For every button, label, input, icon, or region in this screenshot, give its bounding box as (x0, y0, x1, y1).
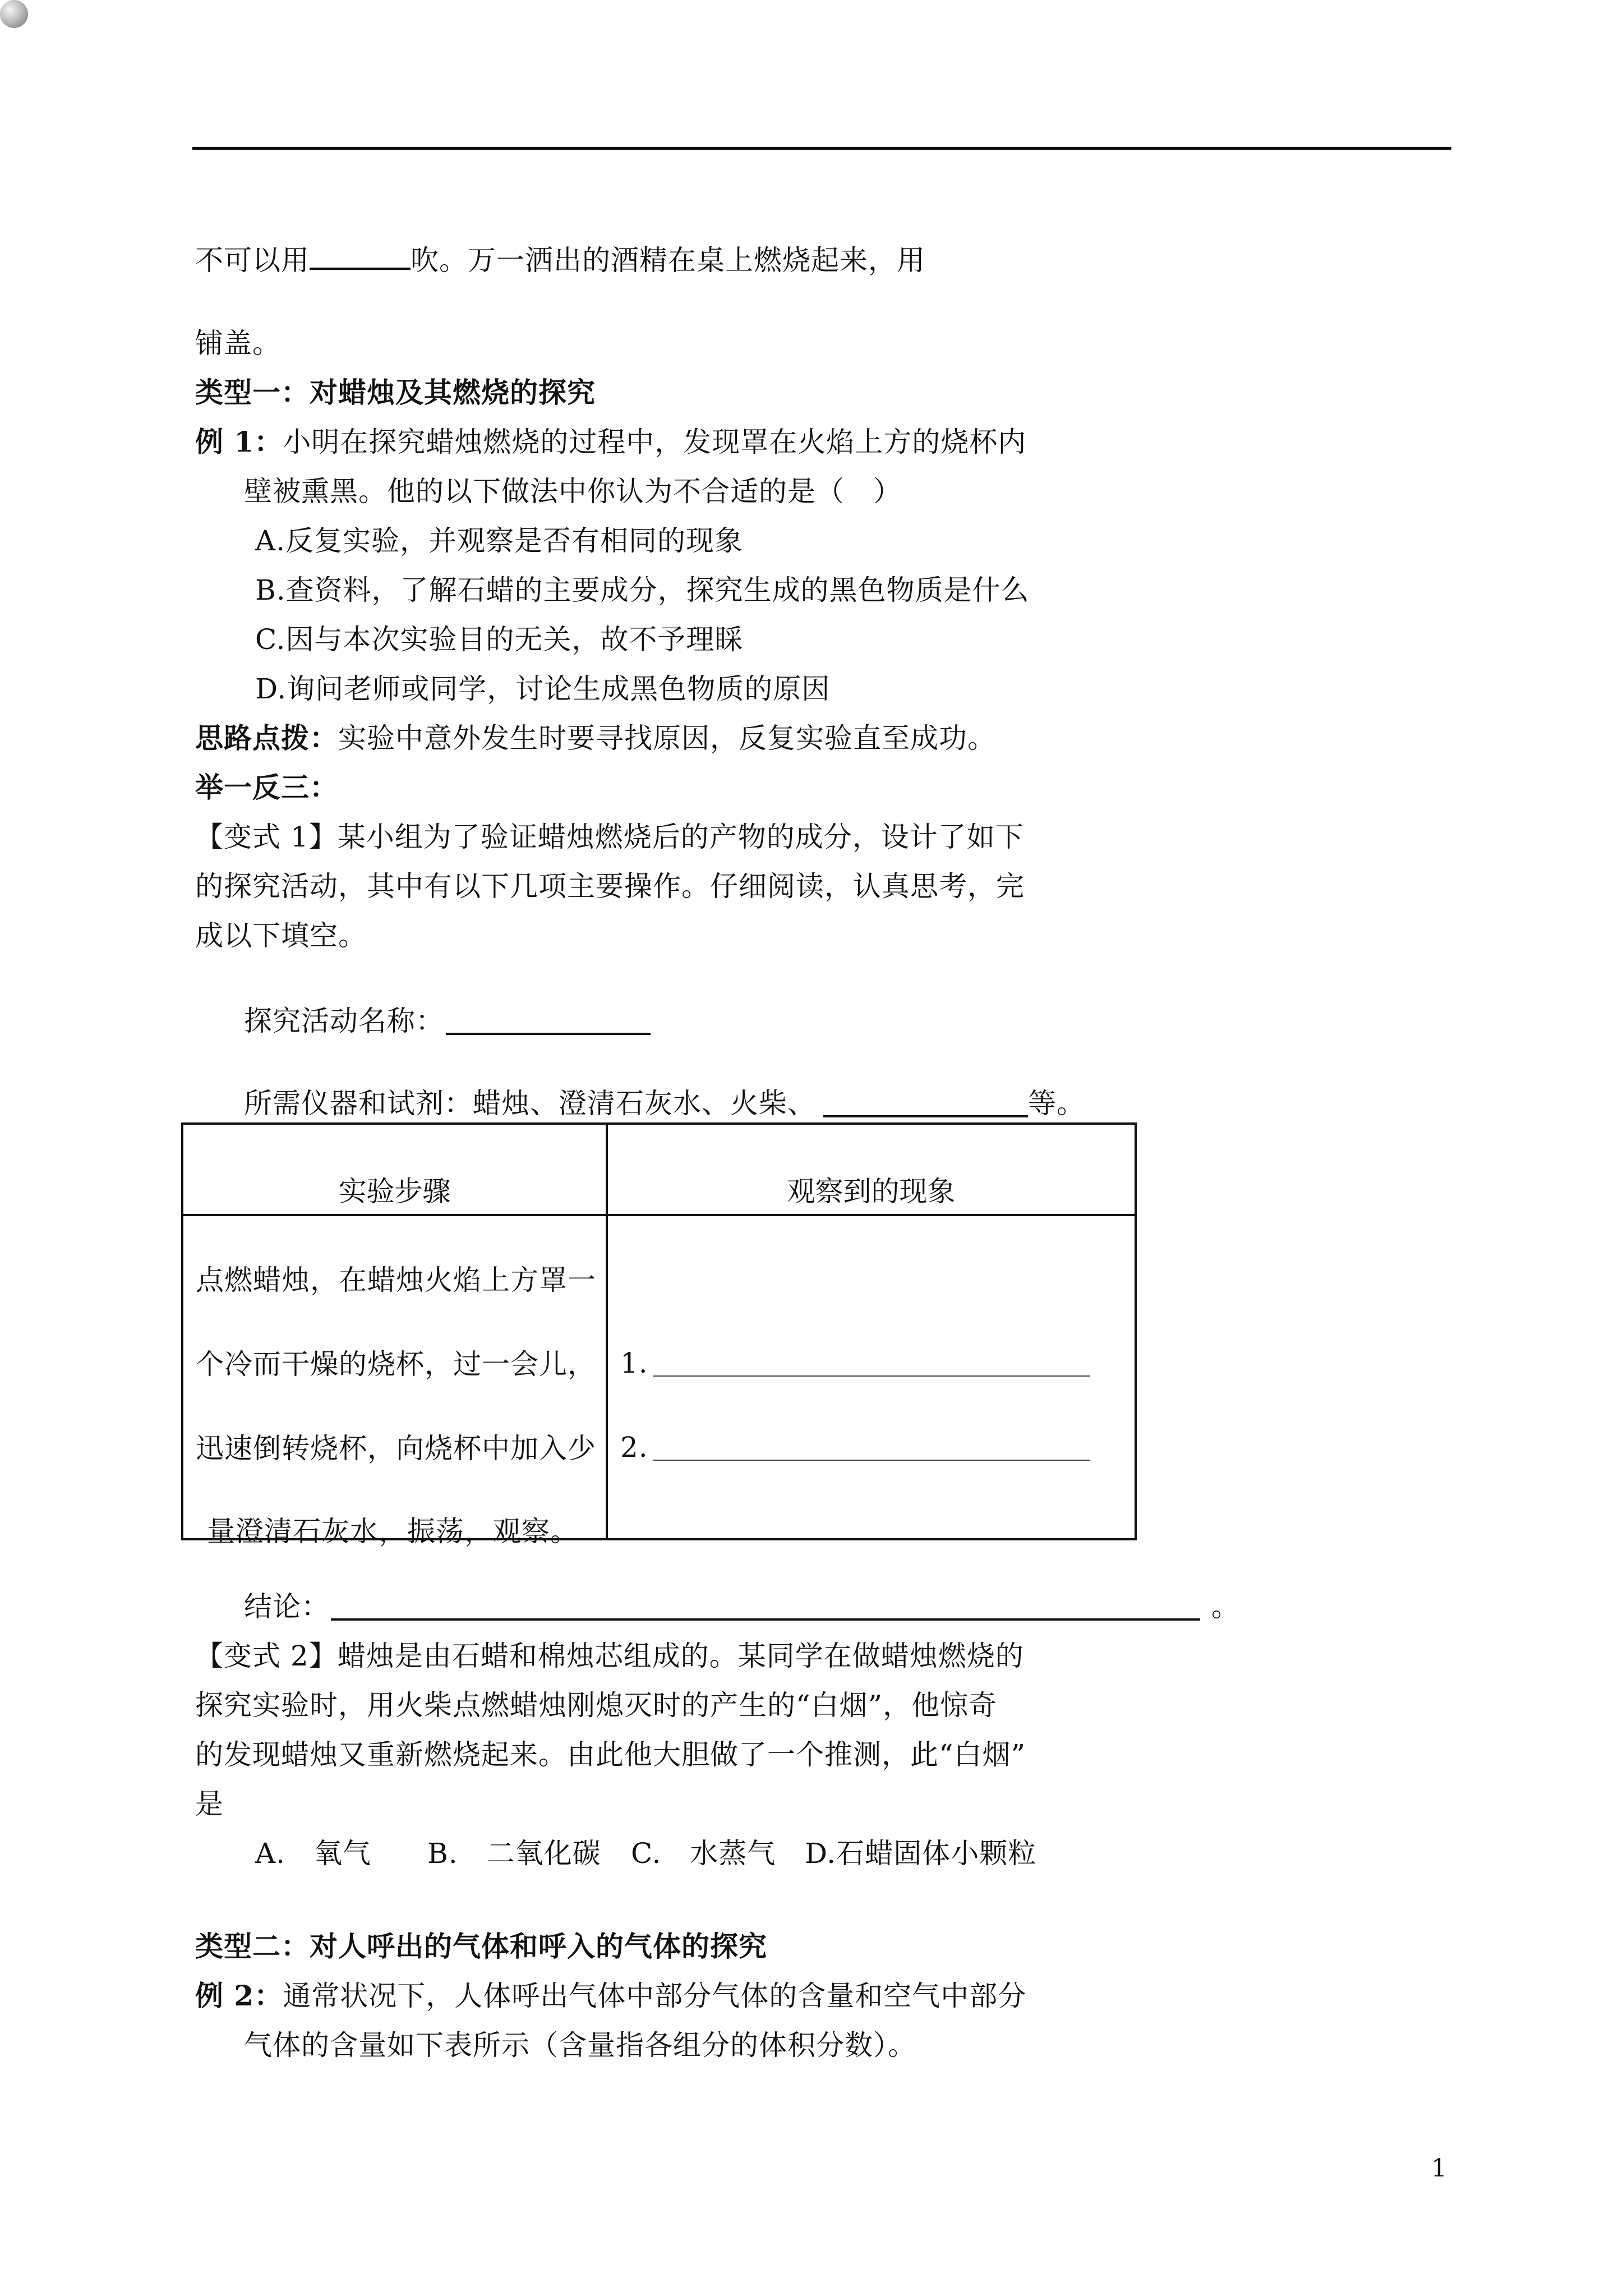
hint-text: 实验中意外发生时要寻找原因，反复实验直至成功。 (338, 722, 996, 754)
example1-option-b[interactable]: B.查资料，了解石蜡的主要成分，探究生成的黑色物质是什么 (255, 574, 1030, 606)
variant1-line-1 (195, 819, 1024, 855)
observation-blank-1[interactable] (653, 1375, 1090, 1377)
example1-option-d[interactable]: D.询问老师或同学，讨论生成黑色物质的原因 (255, 673, 831, 705)
intro-text-a: 不可以用 (195, 244, 310, 277)
conclusion-label: 结论： (244, 1590, 330, 1623)
variant2-line-4: 是 (195, 1788, 224, 1820)
intro-line-1 (195, 238, 925, 278)
table-header-row (182, 1124, 1136, 1215)
header-rule (192, 147, 1451, 150)
example2-line-1 (195, 1978, 1026, 2014)
example1-line-1 (195, 424, 1026, 460)
intro-text-b: 吹。万一洒出的酒精在桌上燃烧起来，用 (411, 244, 925, 277)
step-line-1: 点燃蜡烛，在蜡烛火焰上方罩一 (196, 1264, 596, 1296)
variant2-option-c[interactable]: C. 水蒸气 (631, 1837, 776, 1870)
variant2-option-a[interactable]: A. 氧气 (255, 1837, 372, 1870)
example2-line-2: 气体的含量如下表所示（含量指各组分的体积分数）。 (244, 2029, 916, 2062)
materials-label: 所需仪器和试剂：蜡烛、澄清石灰水、火柴、 (244, 1087, 816, 1120)
steps-cell (182, 1215, 607, 1548)
col-header-steps: 实验步骤 (182, 1124, 607, 1215)
example1-line-2: 壁被熏黑。他的以下做法中你认为不合适的是（ ） (244, 475, 902, 508)
observation-blank-2[interactable] (653, 1460, 1090, 1461)
table-row (182, 1215, 1136, 1539)
observation-label-1: 1. (620, 1347, 648, 1379)
materials-end: 等。 (1028, 1087, 1085, 1120)
variant1-line-2: 的探究活动，其中有以下几项主要操作。仔细阅读，认真思考，完 (195, 870, 1025, 903)
section-heading-type2: 类型二：对人呼出的气体和呼入的气体的探究 (195, 1930, 767, 1963)
variant2-label: 【变式 2】 (195, 1640, 338, 1672)
conclusion-end: 。 (1211, 1590, 1240, 1623)
experiment-table (181, 1122, 1137, 1548)
corner-dot-decoration (0, 0, 28, 28)
step-line-2: 个冷而干燥的烧杯，过一会儿， (196, 1348, 596, 1381)
variant2-option-b[interactable]: B. 二氧化碳 (427, 1837, 601, 1870)
hint-line (195, 720, 996, 756)
variant2-line-1 (195, 1638, 1024, 1674)
col-header-observations: 观察到的现象 (607, 1124, 1136, 1215)
fill-blank-1[interactable] (310, 238, 411, 270)
variant1-line-3: 成以下填空。 (195, 919, 367, 952)
observation-label-2: 2. (620, 1431, 648, 1464)
example2-text-1: 通常状况下，人体呼出气体中部分气体的含量和空气中部分 (283, 1980, 1027, 2012)
conclusion-blank[interactable] (331, 1618, 1200, 1621)
step-line-3: 迅速倒转烧杯，向烧杯中加入少 (196, 1432, 596, 1465)
variant2-line-2: 探究实验时，用火柴点燃蜡烛刚熄灭时的产生的“白烟”，他惊奇 (195, 1689, 998, 1722)
variant2-line-3: 的发现蜡烛又重新燃烧起来。由此他大胆做了一个推测，此“白烟” (195, 1738, 1026, 1771)
example1-option-a[interactable]: A.反复实验，并观察是否有相同的现象 (255, 524, 744, 557)
section-heading-type1: 类型一：对蜡烛及其燃烧的探究 (195, 376, 596, 409)
materials-blank[interactable] (823, 1115, 1028, 1117)
example1-label: 例 1： (195, 425, 283, 458)
variant1-text-1: 某小组为了验证蜡烛燃烧后的产物的成分，设计了如下 (337, 821, 1024, 853)
example2-label: 例 2： (195, 1979, 283, 2012)
step-line-4: 量澄清石灰水，振荡，观察。 (207, 1515, 579, 1548)
activity-name-blank[interactable] (446, 1033, 651, 1035)
page-number: 1 (1431, 2154, 1447, 2183)
observations-cell (607, 1215, 1136, 1539)
variant2-option-d[interactable]: D.石蜡固体小颗粒 (805, 1837, 1037, 1870)
practice-heading: 举一反三： (195, 771, 338, 804)
variant2-text-1: 蜡烛是由石蜡和棉烛芯组成的。某同学在做蜡烛燃烧的 (337, 1640, 1024, 1672)
example1-option-c[interactable]: C.因与本次实验目的无关，故不予理睬 (255, 623, 744, 656)
intro-line-2: 铺盖。 (195, 327, 281, 360)
variant1-label: 【变式 1】 (195, 821, 338, 853)
example1-text-1: 小明在探究蜡烛燃烧的过程中，发现罩在火焰上方的烧杯内 (283, 426, 1027, 458)
activity-name-label: 探究活动名称： (244, 1005, 444, 1037)
hint-label: 思路点拨： (195, 721, 338, 754)
